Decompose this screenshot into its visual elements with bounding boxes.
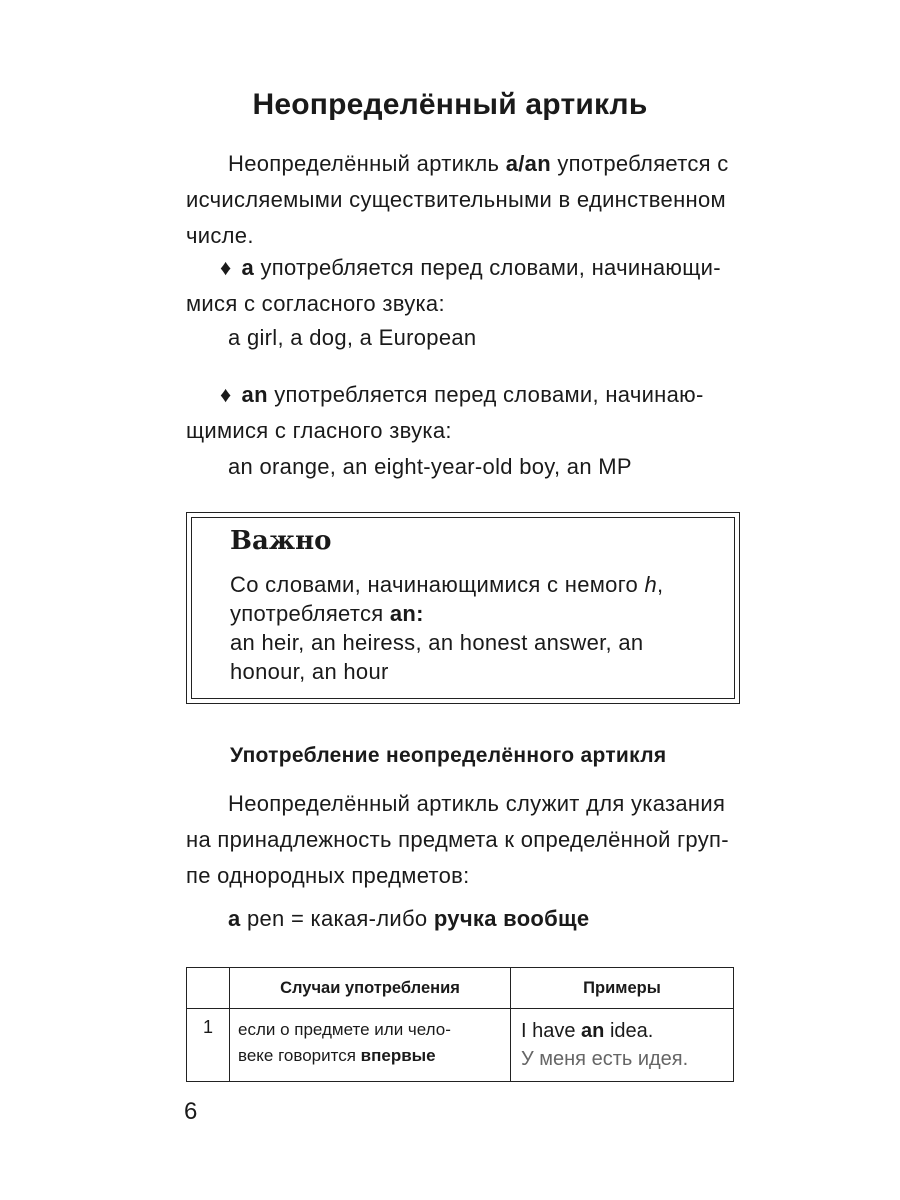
bullet-an-line2: щимися с гласного звука: — [186, 418, 452, 443]
header-examples: Примеры — [511, 968, 734, 1009]
bullet-a-line1: употребляется перед словами, начинающи- — [254, 255, 721, 280]
pen-example-article: a — [228, 906, 241, 931]
bullet-a-examples: a girl, a dog, a European — [228, 325, 477, 350]
bullet-an — [186, 377, 746, 449]
table-header-row — [187, 968, 734, 1009]
important-line2a: употребляется — [230, 601, 390, 626]
row-case-l2a: веке говорится — [238, 1046, 361, 1065]
section-paragraph — [186, 786, 746, 894]
row-number: 1 — [187, 1009, 230, 1082]
bullet-a — [186, 250, 746, 322]
intro-article: a/an — [505, 151, 551, 176]
row-ex-a: I have — [521, 1020, 582, 1042]
important-line3: an heir, an heiress, an honest answer, an — [230, 630, 644, 655]
intro-paragraph — [186, 146, 746, 254]
diamond-bullet-icon: ♦ — [220, 382, 232, 407]
pen-example-mid: pen = какая-либо — [240, 906, 434, 931]
bullet-a-term: a — [241, 255, 255, 280]
row-ex-b: an — [581, 1020, 605, 1042]
section-para-l2: на принадлежность предмета к определённой груп- — [186, 827, 729, 852]
header-num — [187, 968, 230, 1009]
row-case-l1: если о предмете или чело- — [238, 1020, 451, 1039]
important-line1b: , — [657, 572, 664, 597]
pen-example — [228, 906, 589, 932]
section-para-l3: пе однородных предметов: — [186, 863, 470, 888]
bullet-an-term: an — [241, 382, 268, 407]
pen-example-bold: ручка вообще — [433, 906, 590, 931]
important-h: h — [644, 572, 658, 597]
section-heading: Употребление неопределённого артикля — [230, 744, 667, 767]
row-case-l2b: впервые — [360, 1046, 436, 1065]
bullet-an-line1: употребляется перед словами, начинаю- — [267, 382, 704, 407]
diamond-bullet-icon: ♦ — [220, 255, 232, 280]
row-example — [511, 1009, 734, 1082]
important-line4: honour, an hour — [230, 659, 389, 684]
row-ex-c: idea. — [604, 1020, 654, 1042]
important-text — [230, 570, 710, 686]
intro-text-1: Неопределённый артикль — [228, 151, 506, 176]
table-row — [187, 1009, 734, 1082]
intro-text-2: употребляется с — [550, 151, 729, 176]
intro-text-3: исчисляемыми существительными в единственном — [186, 187, 726, 212]
important-line1a: Со словами, начинающимися с немого — [230, 572, 645, 597]
intro-text-4: числе. — [186, 223, 254, 248]
header-cases: Случаи употребления — [230, 968, 511, 1009]
page-title: Неопределённый артикль — [252, 88, 648, 121]
important-line2b: an: — [389, 601, 424, 626]
important-heading: Важно — [230, 526, 332, 556]
page-number: 6 — [184, 1098, 198, 1125]
row-translation: У меня есть идея. — [521, 1048, 689, 1070]
usage-table — [186, 967, 734, 1082]
bullet-a-line2: мися с согласного звука: — [186, 291, 445, 316]
bullet-an-examples: an orange, an eight-year-old boy, an MP — [228, 454, 632, 479]
row-case — [230, 1009, 511, 1082]
section-para-l1: Неопределённый артикль служит для указания — [228, 791, 726, 816]
